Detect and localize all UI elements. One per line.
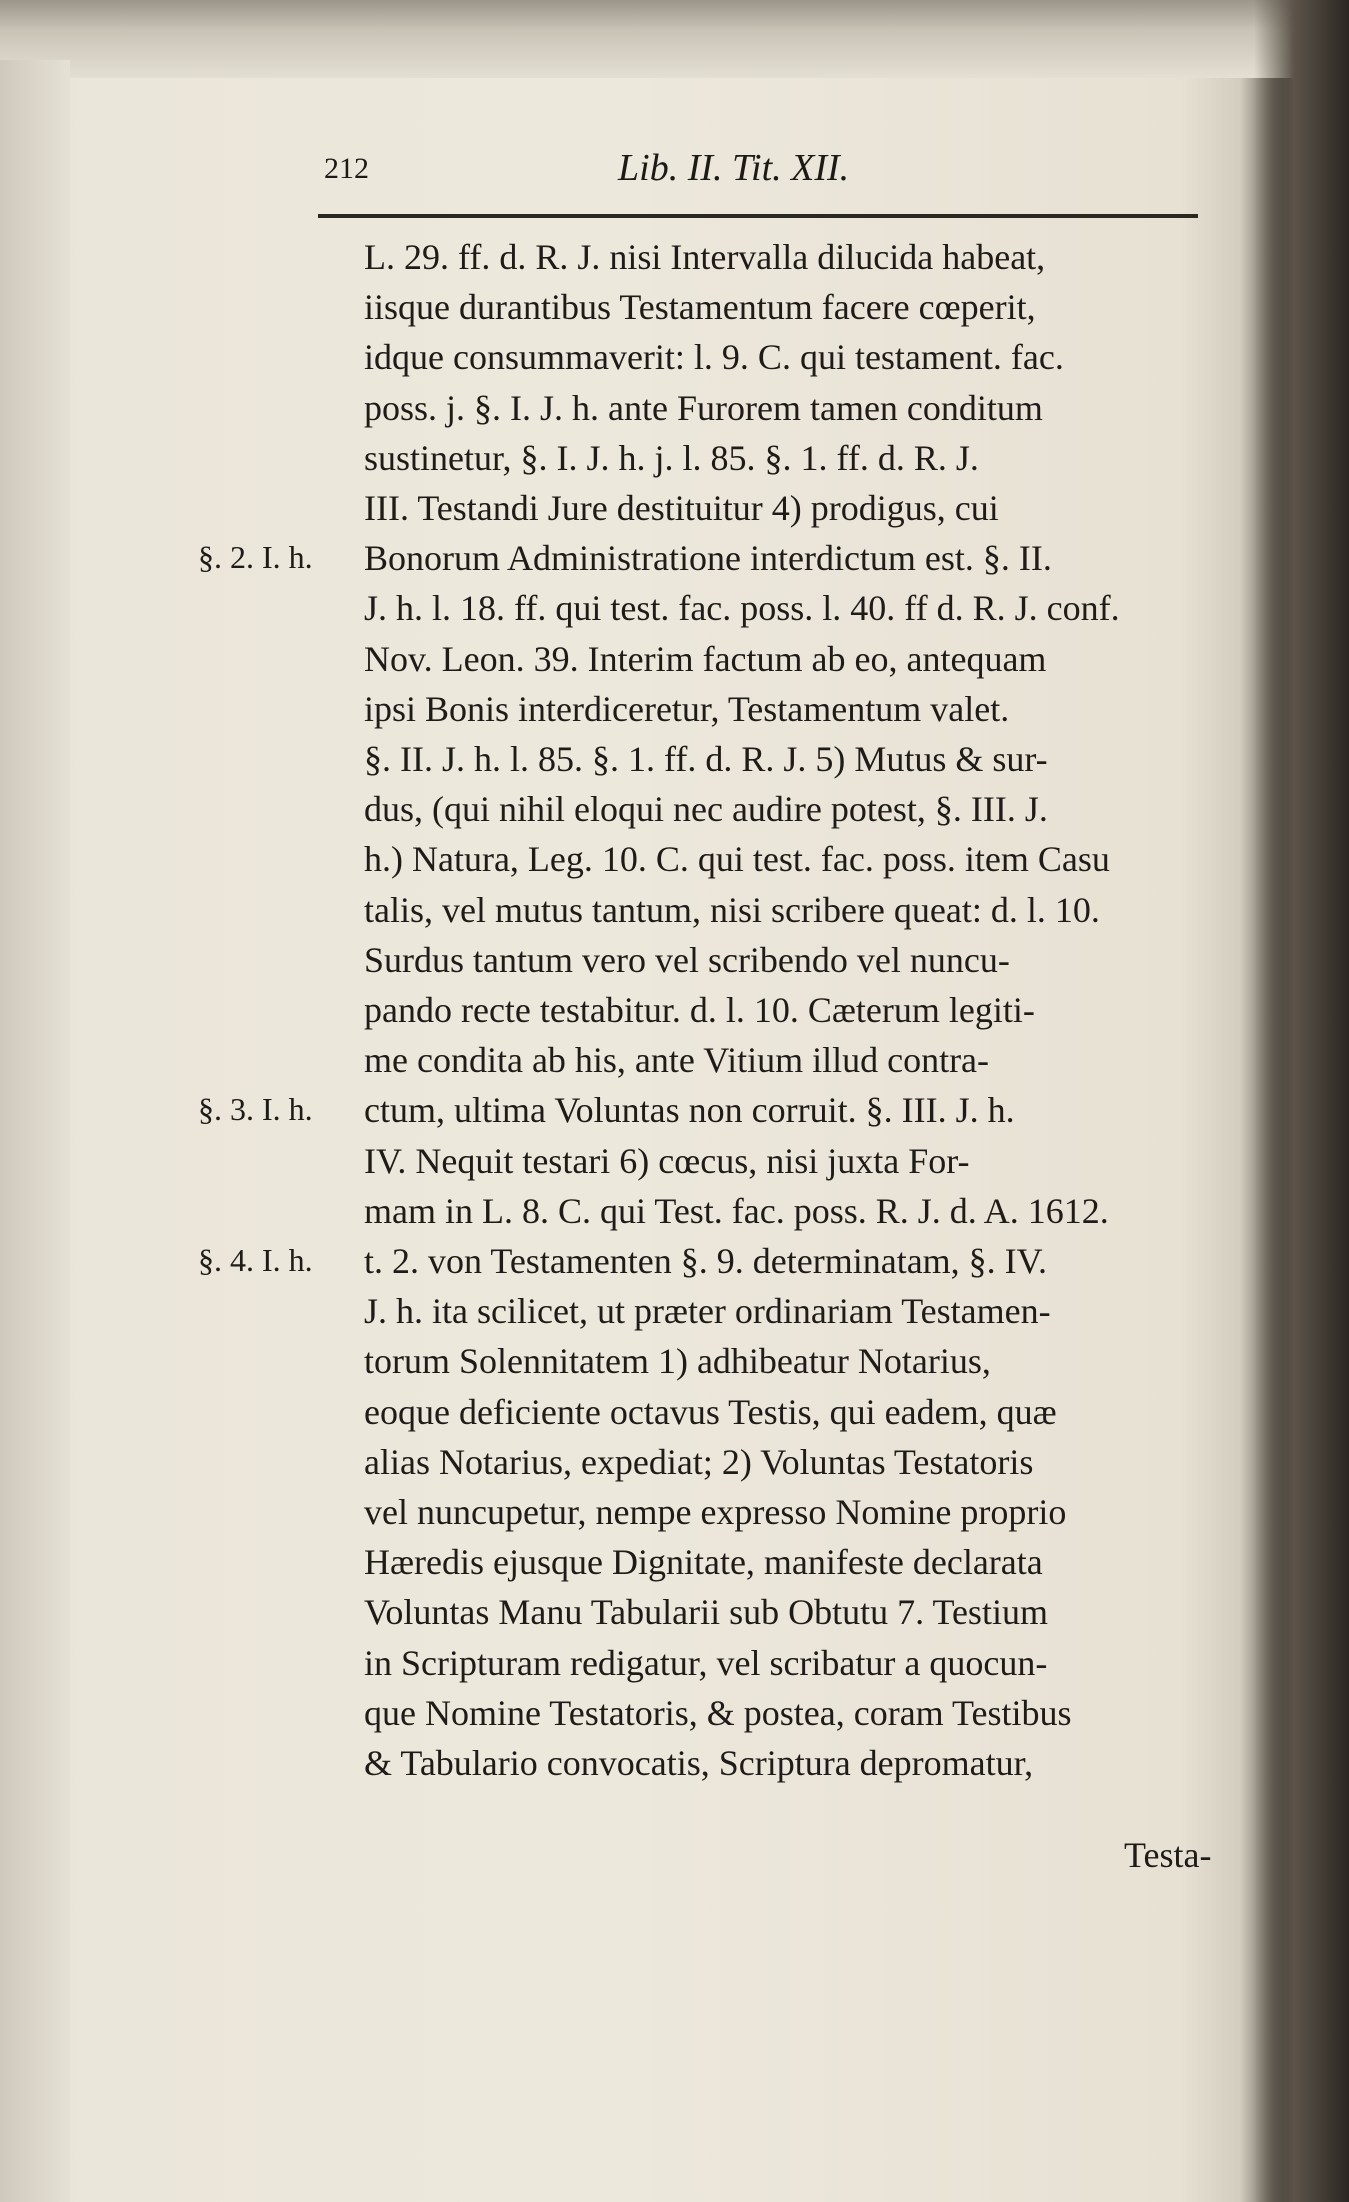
page-header — [318, 147, 1198, 212]
text-line: pando recte testabitur. d. l. 10. Cæterum legiti- — [364, 990, 1035, 1030]
header-rule — [318, 214, 1198, 218]
text-line: poss. j. §. I. J. h. ante Furorem tamen conditum — [364, 387, 1043, 428]
text-line: Bonorum Administratione interdictum est. §. II. — [364, 538, 1052, 579]
text-line: t. 2. von Testamenten §. 9. determinatam, §. IV. — [364, 1241, 1048, 1281]
text-line: alias Notarius, expediat; 2) Voluntas Testatoris — [364, 1441, 1034, 1482]
text-line: mam in L. 8. C. qui Test. fac. poss. R. J. d. A. 1612. — [364, 1190, 1109, 1231]
text-line: eoque deficiente octavus Testis, qui eadem, quæ — [364, 1391, 1057, 1432]
text-line: que Nomine Testatoris, & postea, coram Testibus — [364, 1692, 1072, 1733]
text-line: Hæredis ejusque Dignitate, manifeste declarata — [364, 1542, 1043, 1583]
page-left-edge — [0, 60, 70, 2202]
running-head: Lib. II. Tit. XII. — [618, 147, 850, 189]
margin-note: §. 4. I. h. — [198, 1242, 313, 1278]
catchword: Testa- — [1124, 1835, 1212, 1875]
text-line: idque consummaverit: l. 9. C. qui testament. fac. — [364, 337, 1064, 378]
text-line: ctum, ultima Voluntas non corruit. §. III. J. h. — [364, 1090, 1015, 1131]
text-line: III. Testandi Jure destituitur 4) prodigus, cui — [364, 488, 999, 528]
text-line: talis, vel mutus tantum, nisi scribere queat: d. l. 10. — [364, 889, 1100, 930]
text-line: torum Solennitatem 1) adhibeatur Notarius, — [364, 1341, 991, 1382]
text-line: §. II. J. h. l. 85. §. 1. ff. d. R. J. 5) Mutus & sur- — [364, 739, 1048, 779]
text-line: Surdus tantum vero vel scribendo vel nuncu- — [364, 939, 1010, 980]
text-line: Nov. Leon. 39. Interim factum ab eo, antequam — [364, 638, 1047, 679]
text-line: ipsi Bonis interdiceretur, Testamentum valet. — [364, 688, 1010, 729]
text-line: sustinetur, §. I. J. h. j. l. 85. §. 1. ff. d. R. J. — [364, 437, 979, 478]
text-line: vel nuncupetur, nempe expresso Nomine proprio — [364, 1492, 1067, 1532]
text-line: J. h. l. 18. ff. qui test. fac. poss. l. 40. ff d. R. J. conf. — [364, 588, 1120, 629]
text-line: L. 29. ff. d. R. J. nisi Intervalla dilucida habeat, — [364, 237, 1046, 277]
margin-note: §. 2. I. h. — [198, 539, 313, 576]
text-line: IV. Nequit testari 6) cœcus, nisi juxta For- — [364, 1140, 970, 1181]
margin-note: §. 3. I. h. — [198, 1091, 313, 1128]
text-line: me condita ab his, ante Vitium illud contra- — [364, 1040, 990, 1081]
text-line: in Scripturam redigatur, vel scribatur a quocun- — [364, 1642, 1048, 1683]
text-line: & Tabulario convocatis, Scriptura depromatur, — [364, 1743, 1034, 1783]
page-top-shadow — [0, 0, 1349, 78]
page-number: 212 — [324, 152, 369, 185]
text-line: dus, (qui nihil eloqui nec audire potest, §. III. J. — [364, 789, 1048, 830]
book-spine-shadow — [1254, 0, 1349, 2202]
text-line: Voluntas Manu Tabularii sub Obtutu 7. Testium — [364, 1592, 1048, 1633]
text-line: h.) Natura, Leg. 10. C. qui test. fac. poss. item Casu — [364, 839, 1110, 880]
text-line: iisque durantibus Testamentum facere cœperit, — [364, 287, 1036, 328]
text-line: J. h. ita scilicet, ut præter ordinariam Testamen- — [364, 1291, 1051, 1332]
